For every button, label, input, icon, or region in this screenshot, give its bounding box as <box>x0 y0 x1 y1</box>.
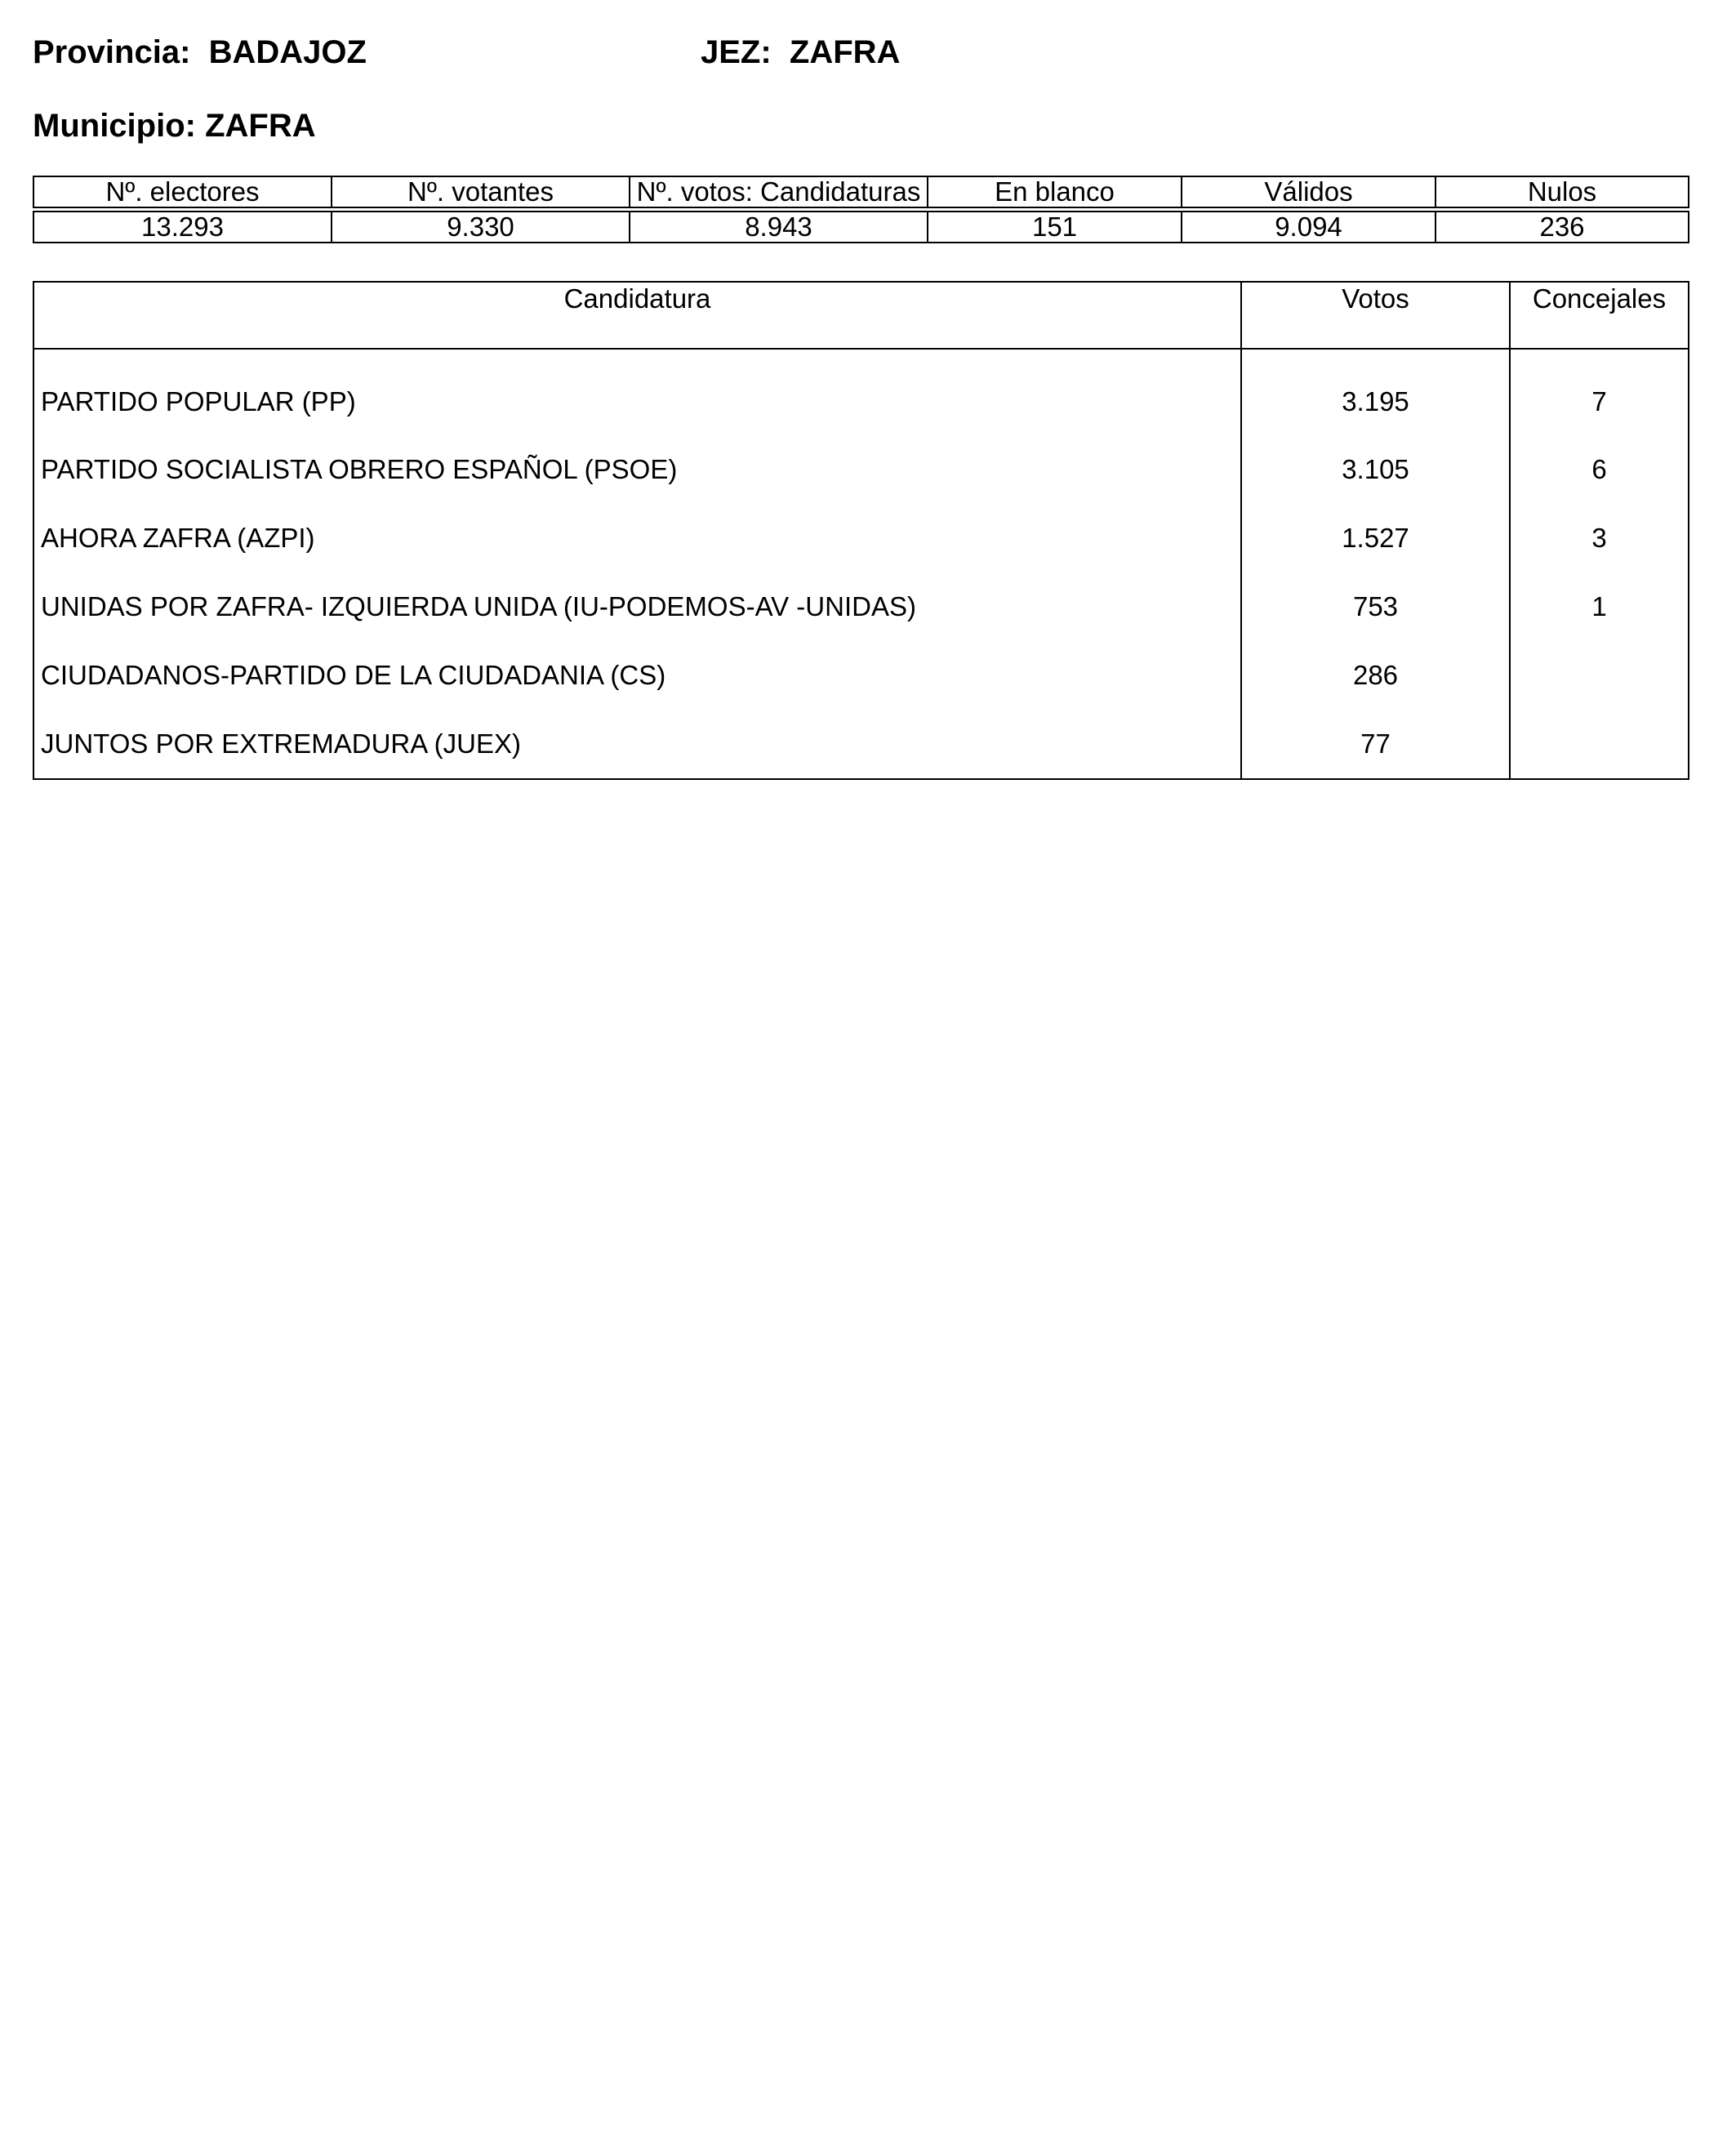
table-row <box>33 710 1689 779</box>
candidatura-concejales: 1 <box>1510 572 1689 641</box>
candidatura-votos: 3.195 <box>1241 349 1510 435</box>
candidatura-concejales: 7 <box>1510 349 1689 435</box>
candidatura-concejales <box>1510 710 1689 779</box>
candidatura-name: UNIDAS POR ZAFRA- IZQUIERDA UNIDA (IU-PODEMOS-AV -UNIDAS) <box>41 591 916 621</box>
results-header-votos: Votos <box>1241 282 1510 349</box>
candidatura-votos: 753 <box>1241 572 1510 641</box>
jez-label: JEZ: ZAFRA <box>701 34 901 70</box>
summary-value-votantes: 9.330 <box>332 212 630 243</box>
summary-header-validos: Válidos <box>1182 176 1436 207</box>
candidatura-name: AHORA ZAFRA (AZPI) <box>41 523 315 553</box>
table-row <box>33 504 1689 572</box>
summary-value-en-blanco: 151 <box>928 212 1182 243</box>
candidatura-name: PARTIDO POPULAR (PP) <box>41 385 356 416</box>
summary-header-row <box>33 176 1689 207</box>
results-header-candidatura: Candidatura <box>33 282 1241 349</box>
municipio-label: Municipio: ZAFRA <box>33 108 316 144</box>
summary-table <box>33 176 1689 243</box>
summary-header-votantes: Nº. votantes <box>332 176 630 207</box>
table-row <box>33 435 1689 504</box>
provincia-label: Provincia: BADAJOZ <box>33 34 367 70</box>
summary-value-votos-candidaturas: 8.943 <box>630 212 928 243</box>
results-header-row <box>33 282 1689 349</box>
summary-value-validos: 9.094 <box>1182 212 1436 243</box>
summary-values-row <box>33 212 1689 243</box>
candidatura-votos: 3.105 <box>1241 435 1510 504</box>
table-row <box>33 349 1689 435</box>
results-table <box>33 281 1689 780</box>
candidatura-votos: 1.527 <box>1241 504 1510 572</box>
summary-header-nulos: Nulos <box>1436 176 1689 207</box>
results-header-concejales: Concejales <box>1510 282 1689 349</box>
candidatura-name: PARTIDO SOCIALISTA OBRERO ESPAÑOL (PSOE) <box>41 454 678 484</box>
summary-header-electores: Nº. electores <box>33 176 332 207</box>
candidatura-concejales: 6 <box>1510 435 1689 504</box>
summary-header-en-blanco: En blanco <box>928 176 1182 207</box>
table-row <box>33 572 1689 641</box>
summary-header-votos-candidaturas: Nº. votos: Candidaturas <box>630 176 928 207</box>
summary-value-nulos: 236 <box>1436 212 1689 243</box>
summary-value-electores: 13.293 <box>33 212 332 243</box>
table-row <box>33 641 1689 710</box>
candidatura-votos: 77 <box>1241 710 1510 779</box>
candidatura-concejales <box>1510 641 1689 710</box>
candidatura-votos: 286 <box>1241 641 1510 710</box>
candidatura-name: CIUDADANOS-PARTIDO DE LA CIUDADANIA (CS) <box>41 660 666 690</box>
candidatura-name: JUNTOS POR EXTREMADURA (JUEX) <box>41 728 521 759</box>
candidatura-concejales: 3 <box>1510 504 1689 572</box>
